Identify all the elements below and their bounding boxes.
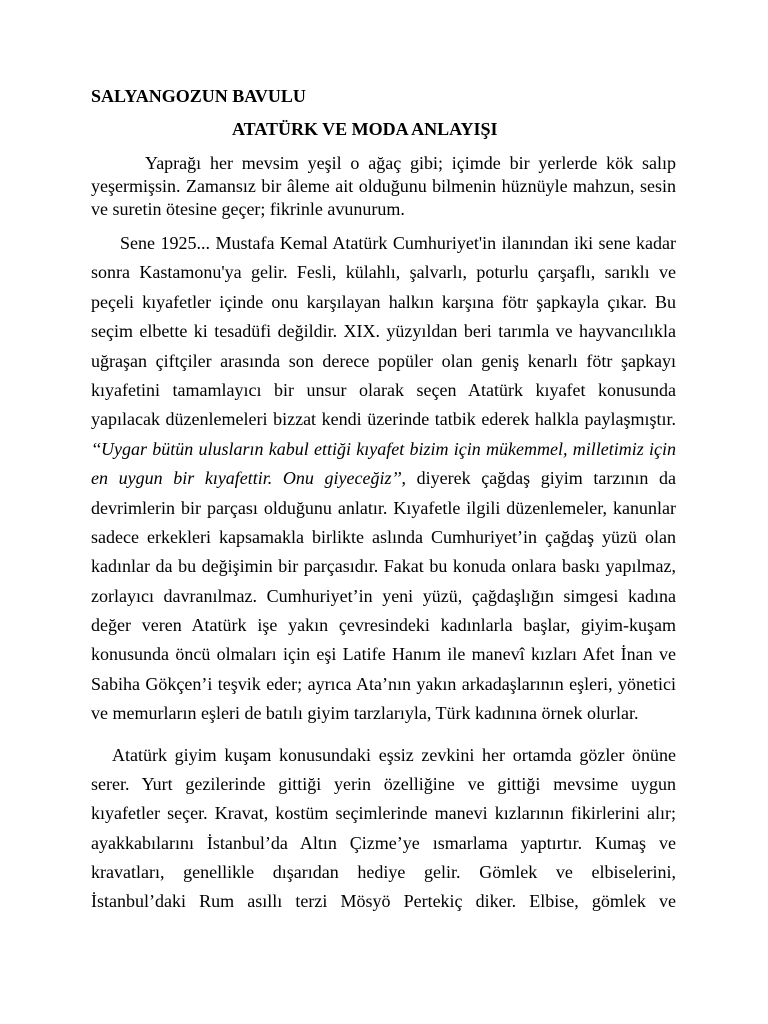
text-line: ve memurların eşleri de batılı giyim tarzlarıyla, Türk kadınına örnek olurlar. — [91, 703, 639, 724]
document-header: SALYANGOZUN BAVULU — [91, 86, 306, 106]
text-line: sadece erkekleri kapsamakla birlikte aslında Cumhuriyet’in çağdaş yüzü olan — [91, 526, 676, 547]
text-line: seçim elbette ki tesadüfi değildir. XIX. yüzyıldan beri tarımla ve hayvancılıkla — [91, 321, 676, 342]
text-line: devrimlerin bir parçası olduğunu anlatır. Kıyafetle ilgili düzenlemeler, kanunlar — [91, 497, 676, 518]
text-line: kravatları, genellikle dışarıdan hediye gelir. Gömlek ve elbiselerini, — [91, 861, 676, 882]
text-line: ve suretin ötesine geçer; fikrinle avunurum. — [91, 199, 405, 219]
text-segment: , diyerek çağdaş giyim tarzının da — [401, 468, 676, 489]
text-line: Sene 1925... Mustafa Kemal Atatürk Cumhuriyet'in ilanından iki sene kadar — [120, 233, 676, 253]
text-line: uğraşan çiftçiler arasında son derece popüler olan geniş kenarlı fötr şapkayı — [91, 350, 676, 371]
quote-line: ‘‘Uygar bütün ulusların kabul ettiği kıyafet bizim için mükemmel, milletimiz için — [91, 438, 676, 459]
document-title: ATATÜRK VE MODA ANLAYIŞI — [232, 119, 498, 139]
text-line — [91, 464, 676, 493]
text-line: kadınlar da bu değişimin bir parçasıdır. Fakat bu konuda onlara baskı yapılmaz, — [91, 556, 676, 577]
paragraph-1 — [91, 152, 676, 221]
text-line: ayakkabılarını İstanbul’da Altın Çizme’ye ısmarlama yaptırtır. Kumaş ve — [91, 832, 676, 853]
text-line: Atatürk giyim kuşam konusundaki eşsiz zevkini her ortamda gözler önüne — [112, 745, 676, 765]
paragraph-2 — [91, 229, 676, 729]
text-line: peçeli kıyafetler içinde onu karşılayan halkın karşına fötr şapkayla çıkar. Bu — [91, 291, 676, 312]
text-line: serer. Yurt gezilerinde gittiği yerin özelliğine ve gittiği mevsime uygun — [91, 774, 676, 795]
text-line: konusunda öncü olmaları için eşi Latife Hanım ile manevî kızları Afet İnan ve — [91, 644, 676, 665]
text-line: yapılacak düzenlemeleri bizzat kendi üzerinde tatbik ederek halkla paylaşmıştır. — [91, 409, 676, 430]
text-line: zorlayıcı davranılmaz. Cumhuriyet’in yeni yüzü, çağdaşlığın simgesi kadına — [91, 585, 676, 606]
text-line: İstanbul’daki Rum asıllı terzi Mösyö Pertekiç diker. Elbise, gömlek ve — [91, 890, 676, 911]
quote-text: en uygun bir kıyafettir. Onu giyeceğiz’’ — [91, 468, 402, 489]
text-line: Yaprağı her mevsim yeşil o ağaç gibi; içimde bir yerlerde kök salıp — [145, 153, 676, 173]
text-line: sonra Kastamonu'ya gelir. Fesli, külahlı, şalvarlı, poturlu çarşaflı, sarıklı ve — [91, 262, 676, 283]
text-line: Sabiha Gökçen’i teşvik eder; ayrıca Ata’nın yakın arkadaşlarının eşleri, yönetici — [91, 673, 676, 694]
text-line: kıyafetler seçer. Kravat, kostüm seçimlerinde manevi kızlarının fikirlerini alır; — [91, 803, 676, 824]
text-line: değer veren Atatürk işe yakın çevresindeki kadınlarla başlar, giyim-kuşam — [91, 615, 676, 636]
paragraph-3 — [91, 741, 676, 916]
text-line: kıyafetini tamamlayıcı bir unsur olarak seçen Atatürk kıyafet konusunda — [91, 379, 676, 400]
text-line: yeşermişsin. Zamansız bir âleme ait olduğunu bilmenin hüznüyle mahzun, sesin — [91, 176, 676, 196]
